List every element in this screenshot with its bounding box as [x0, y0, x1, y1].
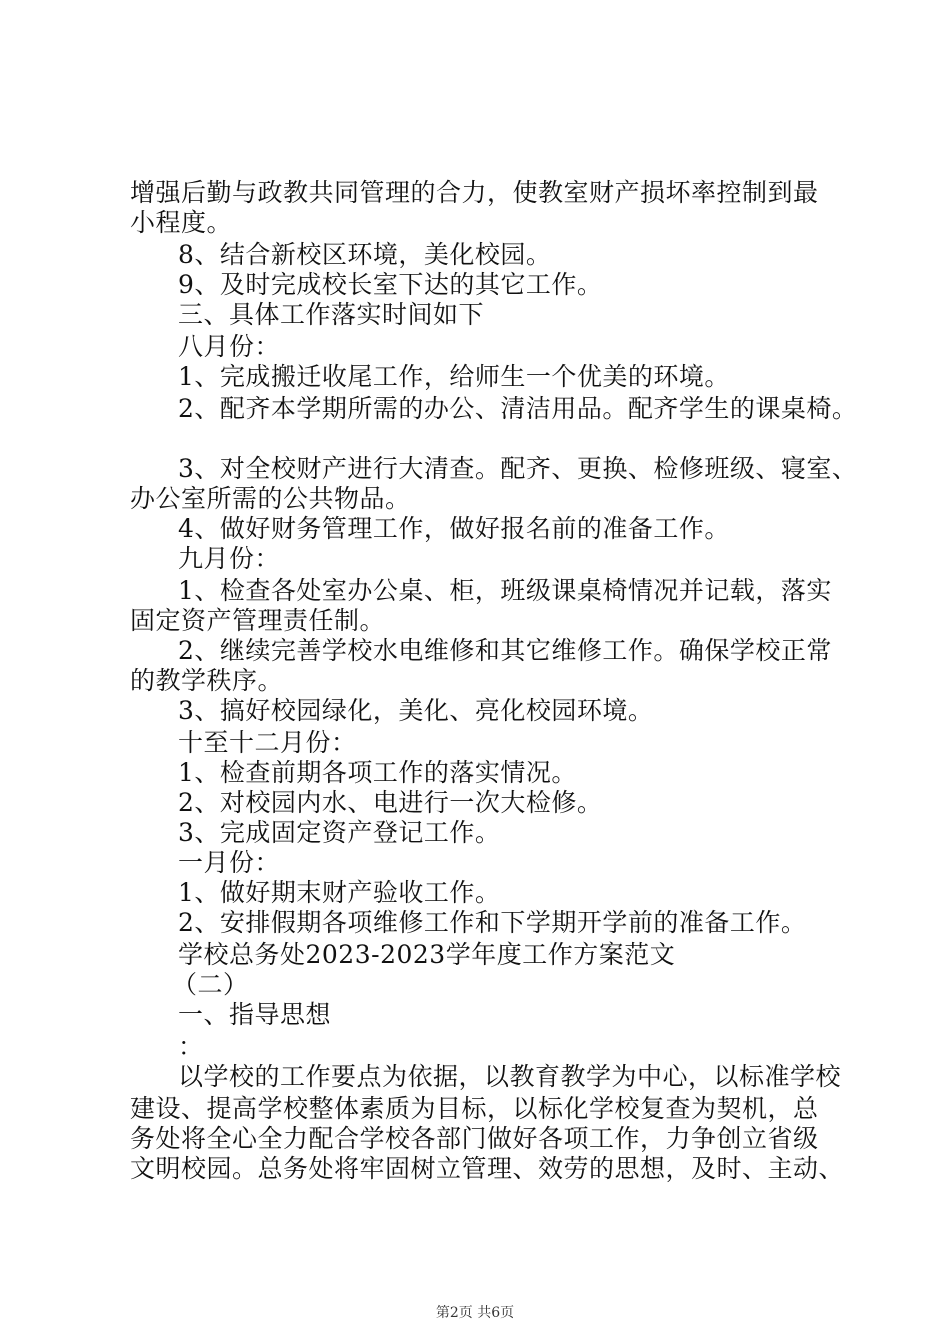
paragraph-line: 小程度。	[130, 208, 233, 237]
list-item: 2、继续完善学校水电维修和其它维修工作。确保学校正常	[178, 636, 832, 665]
list-item: 3、搞好校园绿化，美化、亮化校园环境。	[178, 696, 654, 725]
paragraph-line: 务处将全心全力配合学校各部门做好各项工作，力争创立省级	[130, 1124, 819, 1153]
list-item: 2、配齐本学期所需的办公、清洁用品。配齐学生的课桌椅。	[178, 394, 858, 423]
paragraph-line: 办公室所需的公共物品。	[130, 484, 411, 513]
paragraph-line: 的教学秩序。	[130, 666, 284, 695]
paragraph-line: 以学校的工作要点为依据，以教育教学为中心，以标准学校	[178, 1062, 842, 1091]
paragraph-line: 增强后勤与政教共同管理的合力，使教室财产损坏率控制到最	[130, 178, 819, 207]
list-item: 9、及时完成校长室下达的其它工作。	[178, 270, 603, 299]
document-subtitle: （二）	[172, 970, 249, 999]
list-item: 3、完成固定资产登记工作。	[178, 818, 501, 847]
section-heading: 三、具体工作落实时间如下	[178, 300, 485, 329]
list-item: 1、检查各处室办公桌、柜，班级课桌椅情况并记载，落实	[178, 576, 832, 605]
list-item: 2、对校园内水、电进行一次大检修。	[178, 788, 603, 817]
list-item: 1、完成搬迁收尾工作，给师生一个优美的环境。	[178, 362, 730, 391]
list-item: 1、做好期末财产验收工作。	[178, 878, 501, 907]
month-heading: 八月份：	[178, 332, 281, 361]
list-item: 8、结合新校区环境，美化校园。	[178, 240, 552, 269]
list-item: 2、安排假期各项维修工作和下学期开学前的准备工作。	[178, 908, 807, 937]
list-item: 3、对全校财产进行大清查。配齐、更换、检修班级、寝室、	[178, 454, 858, 483]
section-heading: 一、指导思想	[178, 1000, 332, 1029]
month-heading: 十至十二月份：	[178, 728, 357, 757]
list-item: 4、做好财务管理工作，做好报名前的准备工作。	[178, 514, 730, 543]
paragraph-line: 文明校园。总务处将牢固树立管理、效劳的思想，及时、主动、	[130, 1154, 845, 1183]
month-heading: 九月份：	[178, 544, 281, 573]
document-title: 学校总务处2023-2023学年度工作方案范文	[178, 940, 676, 969]
list-item: 1、检查前期各项工作的落实情况。	[178, 758, 577, 787]
paragraph-line: 建设、提高学校整体素质为目标，以标化学校复查为契机，总	[130, 1094, 819, 1123]
paragraph-line: ：	[178, 1032, 204, 1061]
month-heading: 一月份：	[178, 848, 281, 877]
page-number-footer: 第2页 共6页	[435, 1305, 515, 1321]
paragraph-line: 固定资产管理责任制。	[130, 606, 386, 635]
